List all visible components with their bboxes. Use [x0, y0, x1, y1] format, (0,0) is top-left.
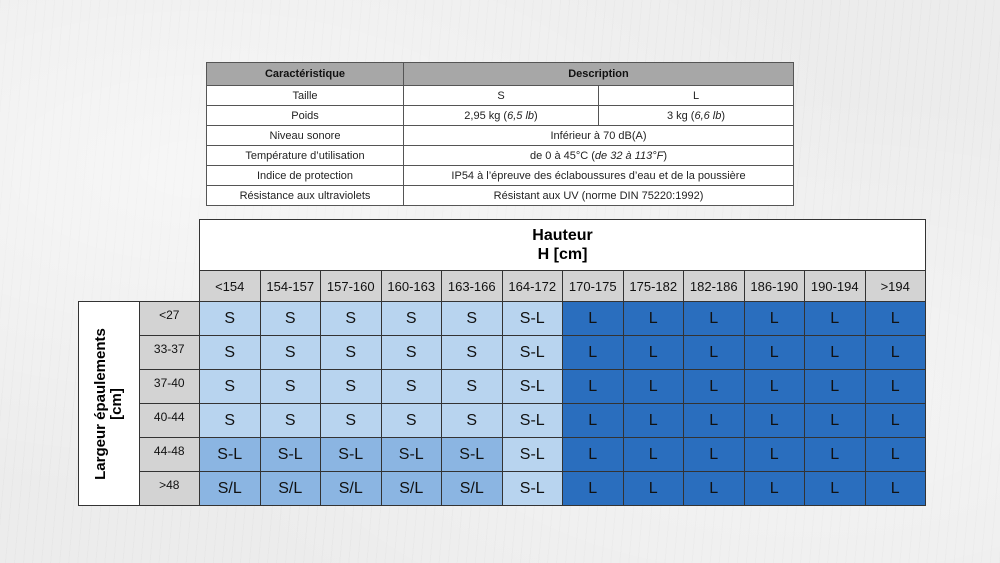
- size-cell: L: [563, 336, 624, 370]
- spec-value: [404, 146, 794, 166]
- size-cell: S: [381, 336, 442, 370]
- spec-text: 6,6 lb: [694, 109, 722, 122]
- size-cell: L: [805, 370, 866, 404]
- size-cell: S: [200, 336, 261, 370]
- height-column-header: 186-190: [744, 271, 805, 302]
- size-cell: L: [684, 302, 745, 336]
- size-cell: S: [260, 404, 321, 438]
- size-cell: L: [865, 438, 926, 472]
- height-column-header: 154-157: [260, 271, 321, 302]
- spec-text: de 32 à 113°F: [594, 149, 664, 162]
- size-cell: L: [623, 302, 684, 336]
- spec-row: [207, 106, 794, 126]
- size-cell: L: [744, 336, 805, 370]
- size-cell: S-L: [502, 370, 563, 404]
- size-cell: S-L: [502, 302, 563, 336]
- spec-value: IP54 à l’épreuve des éclaboussures d’eau et de la poussière: [404, 166, 794, 186]
- size-cell: S-L: [502, 404, 563, 438]
- spec-label: Résistance aux ultraviolets: [207, 186, 404, 206]
- height-column-header: >194: [865, 271, 926, 302]
- size-cell: S-L: [381, 438, 442, 472]
- size-cell: L: [563, 370, 624, 404]
- size-cell: L: [744, 370, 805, 404]
- spec-row: [207, 186, 794, 206]
- size-cell: L: [623, 438, 684, 472]
- height-column-header: 160-163: [381, 271, 442, 302]
- size-cell: S/L: [260, 472, 321, 506]
- size-cell: L: [684, 404, 745, 438]
- size-cell: S: [200, 302, 261, 336]
- size-cell: L: [805, 404, 866, 438]
- size-cell: L: [623, 336, 684, 370]
- spec-text: de 0 à 45°C (: [529, 149, 595, 162]
- spec-label: Taille: [207, 86, 404, 106]
- grid-title-row: [79, 220, 926, 271]
- height-column-header: 164-172: [502, 271, 563, 302]
- spec-text: 2,95 kg (: [464, 109, 508, 122]
- spec-label: Indice de protection: [207, 166, 404, 186]
- size-cell: S: [442, 370, 503, 404]
- size-cell: S: [260, 336, 321, 370]
- size-cell: L: [684, 438, 745, 472]
- height-title: [200, 220, 926, 271]
- size-cell: L: [744, 438, 805, 472]
- spec-text: ): [534, 109, 538, 122]
- size-row: [79, 404, 926, 438]
- size-cell: S: [260, 302, 321, 336]
- spec-value: Inférieur à 70 dB(A): [404, 126, 794, 146]
- spec-text: 6,5 lb: [507, 109, 535, 122]
- spec-label: Niveau sonore: [207, 126, 404, 146]
- size-chart-table: [78, 219, 926, 506]
- spec-value: Résistant aux UV (norme DIN 75220:1992): [404, 186, 794, 206]
- size-cell: S: [381, 302, 442, 336]
- size-cell: S: [260, 370, 321, 404]
- size-cell: S-L: [260, 438, 321, 472]
- height-column-header: 175-182: [623, 271, 684, 302]
- shoulder-width-row-label: >48: [139, 472, 200, 506]
- grid-corner: [79, 220, 200, 271]
- size-cell: S: [442, 336, 503, 370]
- spec-row: [207, 86, 794, 106]
- size-cell: L: [623, 370, 684, 404]
- size-cell: S: [321, 404, 382, 438]
- shoulder-width-row-label: 33-37: [139, 336, 200, 370]
- size-cell: L: [805, 302, 866, 336]
- size-cell: S/L: [321, 472, 382, 506]
- size-cell: L: [744, 472, 805, 506]
- spec-value: S: [404, 86, 599, 106]
- size-cell: S: [321, 370, 382, 404]
- size-cell: L: [563, 404, 624, 438]
- size-cell: L: [684, 370, 745, 404]
- height-column-header: 157-160: [321, 271, 382, 302]
- spec-row: [207, 166, 794, 186]
- size-cell: S: [381, 370, 442, 404]
- size-cell: L: [805, 336, 866, 370]
- grid-column-header-row: [79, 271, 926, 302]
- height-title-line1: Hauteur: [532, 227, 593, 244]
- shoulder-width-title-line1: Largeur épaulements: [91, 327, 109, 480]
- size-cell: L: [744, 302, 805, 336]
- grid-corner: [79, 271, 200, 302]
- size-row: [79, 438, 926, 472]
- spec-header-row: [207, 63, 794, 86]
- spec-text: 3 kg (: [666, 109, 695, 122]
- size-cell: S: [321, 302, 382, 336]
- height-title-line2: H [cm]: [537, 246, 588, 263]
- size-cell: L: [563, 438, 624, 472]
- height-column-header: 182-186: [684, 271, 745, 302]
- size-cell: L: [805, 472, 866, 506]
- spec-label: Température d’utilisation: [207, 146, 404, 166]
- spec-header-characteristic: Caractéristique: [207, 63, 404, 86]
- size-cell: S: [200, 370, 261, 404]
- size-cell: L: [684, 336, 745, 370]
- spec-label: Poids: [207, 106, 404, 126]
- size-cell: S/L: [381, 472, 442, 506]
- size-cell: S: [442, 404, 503, 438]
- spec-header-description: Description: [404, 63, 794, 86]
- shoulder-width-title: [79, 302, 140, 506]
- size-cell: L: [805, 438, 866, 472]
- spec-text: ): [663, 149, 668, 162]
- specifications-table: [206, 62, 794, 206]
- size-cell: L: [865, 472, 926, 506]
- size-cell: S: [321, 336, 382, 370]
- size-cell: L: [563, 472, 624, 506]
- size-cell: S: [200, 404, 261, 438]
- height-column-header: <154: [200, 271, 261, 302]
- spec-value: [599, 106, 794, 126]
- spec-row: [207, 146, 794, 166]
- size-cell: L: [623, 472, 684, 506]
- size-row: [79, 336, 926, 370]
- height-column-header: 170-175: [563, 271, 624, 302]
- size-cell: L: [744, 404, 805, 438]
- shoulder-width-row-label: 44-48: [139, 438, 200, 472]
- spec-row: [207, 126, 794, 146]
- size-cell: L: [865, 302, 926, 336]
- size-cell: S/L: [442, 472, 503, 506]
- size-cell: S-L: [200, 438, 261, 472]
- size-cell: L: [865, 404, 926, 438]
- shoulder-width-row-label: <27: [139, 302, 200, 336]
- size-cell: S-L: [502, 438, 563, 472]
- size-cell: S/L: [200, 472, 261, 506]
- shoulder-width-row-label: 37-40: [139, 370, 200, 404]
- spec-text: ): [721, 109, 726, 122]
- shoulder-width-row-label: 40-44: [139, 404, 200, 438]
- size-cell: L: [563, 302, 624, 336]
- size-cell: S-L: [442, 438, 503, 472]
- height-column-header: 163-166: [442, 271, 503, 302]
- shoulder-width-title-line2: [cm]: [107, 387, 125, 420]
- size-cell: S-L: [321, 438, 382, 472]
- shoulder-width-title-text: [93, 328, 125, 480]
- size-row: [79, 370, 926, 404]
- size-cell: S: [381, 404, 442, 438]
- size-cell: L: [623, 404, 684, 438]
- size-cell: S: [442, 302, 503, 336]
- size-row: [79, 302, 926, 336]
- size-cell: L: [865, 336, 926, 370]
- spec-value: L: [599, 86, 794, 106]
- size-cell: S-L: [502, 472, 563, 506]
- size-cell: S-L: [502, 336, 563, 370]
- size-cell: L: [865, 370, 926, 404]
- height-column-header: 190-194: [805, 271, 866, 302]
- size-cell: L: [684, 472, 745, 506]
- size-row: [79, 472, 926, 506]
- spec-value: [404, 106, 599, 126]
